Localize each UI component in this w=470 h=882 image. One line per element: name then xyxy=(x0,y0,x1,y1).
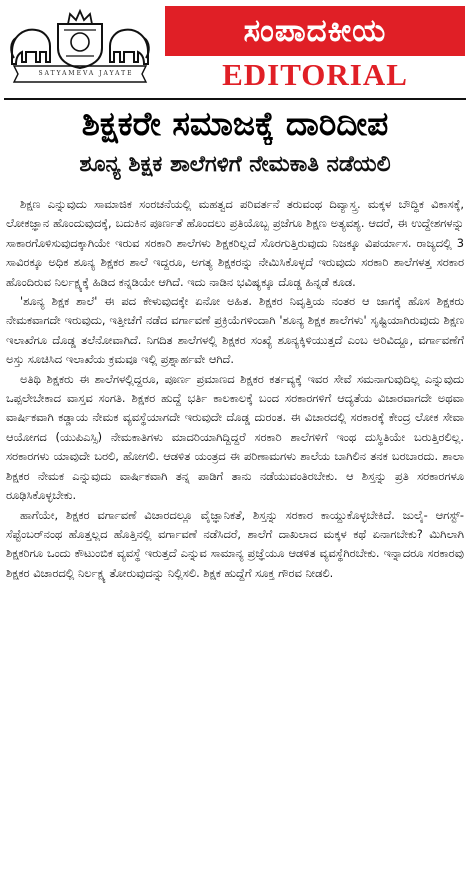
english-section-title: EDITORIAL xyxy=(222,57,408,92)
state-emblem xyxy=(6,8,154,88)
section-title-block xyxy=(165,6,465,92)
masthead xyxy=(0,0,470,96)
headline: ಶಿಕ್ಷಕರೇ ಸಮಾಜಕ್ಕೆ ದಾರಿದೀಪ xyxy=(81,104,389,143)
paragraph: ಅತಿಥಿ ಶಿಕ್ಷಕರು ಈ ಶಾಲೆಗಳಲ್ಲಿದ್ದರೂ, ಪೂರ್ಣ ಪ್ರಮಾಣದ ಶಿಕ್ಷಕರ ಕರ್ತವ್ಯಕ್ಕೆ ಇವರ ಸೇವೆ ಸಮನಾಗುವುದಿಲ್ಲ ಎನ್ನುವುದು ಒಪ್ಪಲೇಬೇಕಾದ ವಾಸ್ತವ ಸಂಗತಿ. ಶಿಕ್ಷಕರ ಹುದ್ದೆ ಭರ್ತಿ ಕಾಲಕಾಲಕ್ಕೆ ಬಂದ ಸರಕಾರಗಳಿಗೆ ಆದ್ಯತೆಯ ವಿಚಾರವಾಗದೇ ಅಥವಾ ವಾರ್ಷಿಕವಾಗಿ ಕಡ್ಡಾಯ ನೇಮಕ ವ್ಯವಸ್ಥೆಯಾಗದೇ ಇರುವುದೇ ದೊಡ್ಡ ದುರಂತ. ಈ ವಿಚಾರದಲ್ಲಿ ಸರಕಾರಕ್ಕೆ ಕೇಂದ್ರ ಲೋಕ ಸೇವಾ ಆಯೋಗದ (ಯುಪಿಎಸ್ಸಿ) ನೇಮಕಾತಿಗಳು ಮಾದರಿಯಾಗಿದ್ದಿದ್ದರೆ ಸರಕಾರಿ ಶಾಲೆಗಳಿಗೆ ಇಂಥ ದುಸ್ಥಿತಿಯೇ ಬರುತ್ತಿರಲಿಲ್ಲ. ಸರಕಾರಗಳು ಯಾವುದೇ ಬರಲಿ, ಹೋಗಲಿ. ಆಡಳಿತ ಯಂತ್ರದ ಈ ಪರಿಣಾಮಗಳು ಶಾಲೆಯ ಬಾಗಿಲಿನ ತನಕ ಬರಬಾರದು. ಶಾಲಾ ಶಿಕ್ಷಕರ ನೇಮಕ ಎನ್ನುವುದು ವಾರ್ಷಿಕವಾಗಿ ತನ್ನ ಪಾಡಿಗೆ ತಾನು ನಡೆಯುವಂತಿರಬೇಕು. ಆ ಶಿಸ್ತನ್ನು ಪ್ರತಿ ಸರಕಾರಗಳೂ ರೂಢಿಸಿಕೊಳ್ಳಬೇಕು. xyxy=(6,371,464,503)
paragraph: ಶಿಕ್ಷಣ ಎನ್ನುವುದು ಸಾಮಾಜಿಕ ಸಂರಚನೆಯಲ್ಲಿ ಮಹತ್ವದ ಪರಿವರ್ತನೆ ತರುವಂಥ ದಿವ್ಯಾಸ್ತ್ರ. ಮಕ್ಕಳ ಬೌದ್ಧಿಕ ವಿಕಾಸಕ್ಕೆ, ಲೋಕಜ್ಞಾನ ಹೊಂದುವುದಕ್ಕೆ, ಬದುಕಿನ ಪೂರ್ಣತೆ ಹೊಂದಲು ಪ್ರತಿಯೊಬ್ಬ ಪ್ರಜೆಗೂ ಶಿಕ್ಷಣ ಅತ್ಯವಶ್ಯ. ಆದರೆ, ಈ ಉದ್ದೇಶಗಳನ್ನು ಸಾಕಾರಗೊಳಿಸುವುದಕ್ಕಾಗಿಯೇ ಇರುವ ಸರಕಾರಿ ಶಾಲೆಗಳು ಶಿಕ್ಷಕರಿಲ್ಲದೆ ಸೊರಗುತ್ತಿರುವುದು ನಿಜಕ್ಕೂ ವಿಪರ್ಯಾಸ. ರಾಜ್ಯದಲ್ಲಿ 3 ಸಾವಿರಕ್ಕೂ ಅಧಿಕ ಶೂನ್ಯ ಶಿಕ್ಷಕರ ಶಾಲೆ ಇದ್ದರೂ, ಅಗತ್ಯ ಶಿಕ್ಷಕರನ್ನು ನೇಮಿಸಿಕೊಳ್ಳದೆ ಇರುವುದು ಸರಕಾರಿ ಶಾಲೆಗಳತ್ತ ಸರಕಾರ ಹೊಂದಿರುವ ನಿರ್ಲಕ್ಷ್ಯಕ್ಕೆ ಹಿಡಿದ ಕನ್ನಡಿಯೇ ಆಗಿದೆ. ಇದು ನಾಡಿನ ಭವಿಷ್ಯಕ್ಕೂ ದೊಡ್ಡ ಹಿನ್ನಡೆ ಕೂಡ. xyxy=(6,197,464,289)
paragraph: ಹಾಗೆಯೇ, ಶಿಕ್ಷಕರ ವರ್ಗಾವಣೆ ವಿಚಾರದಲ್ಲೂ ವೈಜ್ಞಾನಿಕತೆ, ಶಿಸ್ತನ್ನು ಸರಕಾರ ಕಾಯ್ದುಕೊಳ್ಳಬೇಕಿದೆ. ಜುಲೈ- ಆಗಸ್ಟ್- ಸೆಪ್ಟೆಂಬರ್‌ನಂಥ ಹೊತ್ತಲ್ಲದ ಹೊತ್ತಿನಲ್ಲಿ ವರ್ಗಾವಣೆ ನಡೆಸಿದರೆ, ಶಾಲೆಗೆ ದಾಖಲಾದ ಮಕ್ಕಳ ಕಥೆ ಏನಾಗಬೇಕು? ಮಿಗಿಲಾಗಿ ಶಿಕ್ಷಕರಿಗೂ ಒಂದು ಕೌಟುಂಬಿಕ ವ್ಯವಸ್ಥೆ ಇರುತ್ತದೆ ಎನ್ನುವ ಸಾಮಾನ್ಯ ಪ್ರಜ್ಞೆಯೂ ಆಡಳಿತ ವ್ಯವಸ್ಥೆಗಿರಬೇಕು. ಇನ್ನಾದರೂ ಸರಕಾರವು ಶಿಕ್ಷಕರ ವಿಚಾರದಲ್ಲಿ ನಿರ್ಲಕ್ಷ್ಯ ತೋರುವುದನ್ನು ನಿಲ್ಲಿಸಲಿ. ಶಿಕ್ಷಕ ಹುದ್ದೆಗೆ ಸೂಕ್ತ ಗೌರವ ನೀಡಲಿ. xyxy=(6,507,464,580)
article-body xyxy=(6,195,464,879)
masthead-divider xyxy=(4,98,466,100)
emblem-motto: SATYAMEVA JAYATE xyxy=(38,70,134,77)
kannada-section-title: ಸಂಪಾದಕೀಯ xyxy=(165,6,465,56)
subheadline: ಶೂನ್ಯ ಶಿಕ್ಷಕ ಶಾಲೆಗಳಿಗೆ ನೇಮಕಾತಿ ನಡೆಯಲಿ xyxy=(79,152,391,177)
paragraph: 'ಶೂನ್ಯ ಶಿಕ್ಷಕ ಶಾಲೆ' ಈ ಪದ ಕೇಳುವುದಕ್ಕೇ ಏನೋ ಅಹಿತ. ಶಿಕ್ಷಕರ ನಿವೃತ್ತಿಯ ನಂತರ ಆ ಜಾಗಕ್ಕೆ ಹೊಸ ಶಿಕ್ಷಕರು ನೇಮಕವಾಗದೇ ಇರುವುದು, ಇತ್ತೀಚೆಗೆ ನಡೆದ ವರ್ಗಾವಣೆ ಪ್ರಕ್ರಿಯೆಗಳಿಂದಾಗಿ 'ಶೂನ್ಯ ಶಿಕ್ಷಕ ಶಾಲೆಗಳು' ಸೃಷ್ಟಿಯಾಗಿರುವುದು ಶಿಕ್ಷಣ ಇಲಾಖೆಗೂ ದೊಡ್ಡ ತಲೆನೋವಾಗಿದೆ. ನಿಗದಿತ ಶಾಲೆಗಳಲ್ಲಿ ಶಿಕ್ಷಕರ ಸಂಖ್ಯೆ ಶೂನ್ಯಕ್ಕಿಳಿಯುತ್ತದೆ ಎಂಬ ಅರಿವಿದ್ದೂ, ವರ್ಗಾವಣೆಗೆ ಅಸ್ತು ಸೂಚಿಸಿದ ಇಲಾಖೆಯ ಕ್ರಮವೂ ಇಲ್ಲಿ ಪ್ರಶ್ನಾರ್ಹವೇ ಆಗಿದೆ. xyxy=(6,294,464,367)
